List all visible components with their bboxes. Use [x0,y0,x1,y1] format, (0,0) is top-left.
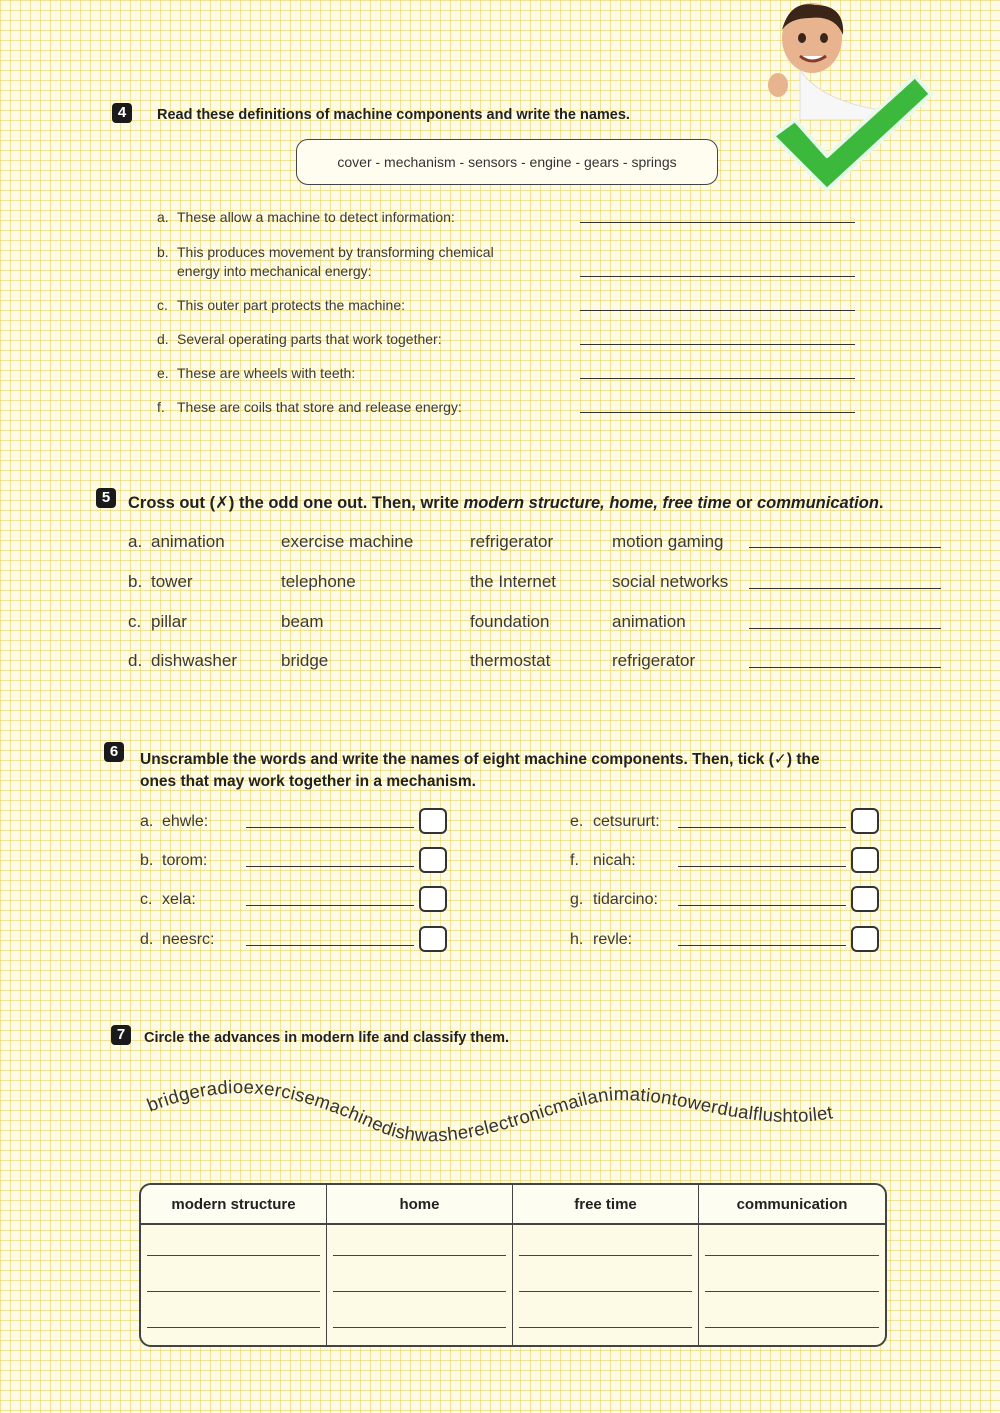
ex4-answer-f[interactable] [580,412,855,413]
writing-line[interactable] [147,1255,320,1256]
ex6-answer-f[interactable] [678,866,846,867]
ex6-item-b-word: torom: [162,852,208,869]
exercise-4-number: 4 [112,103,132,123]
ex4-item-b-text: This produces movement by transforming chemical [177,244,494,260]
ex5-answer-d[interactable] [749,667,941,668]
writing-line[interactable] [705,1291,879,1292]
writing-line[interactable] [333,1327,506,1328]
word-snake[interactable] [140,1070,880,1160]
ex6-item-d-word: neesrc: [162,931,215,948]
writing-line[interactable] [147,1291,320,1292]
ex6-item-c-word: xela: [162,891,196,908]
ex6-tickbox-a[interactable] [419,808,447,834]
ex6-item-h-word: revle: [593,931,633,948]
writing-line[interactable] [705,1255,879,1256]
ex6-answer-e[interactable] [678,827,846,828]
exercise-6-title-line-2: ones that may work together in a mechanism. [140,773,476,790]
exercise-6-number: 6 [104,742,124,762]
ex5-word[interactable]: tower [151,572,193,591]
ex6-tickbox-d[interactable] [419,926,447,952]
ex4-item-c-text: This outer part protects the machine: [177,297,405,313]
ex6-item-f-word: nicah: [593,852,636,869]
ex5-row-d-letter: d. [128,651,143,670]
writing-line[interactable] [519,1291,692,1292]
ex4-item-a-text: These allow a machine to detect information: [177,209,455,225]
ex4-item-e-letter: e. [157,365,169,381]
ex6-tickbox-c[interactable] [419,886,447,912]
header-free-time: free time [513,1185,699,1225]
ex6-answer-c[interactable] [246,905,414,906]
ex5-word[interactable]: beam [281,612,324,631]
ex6-tickbox-h[interactable] [851,926,879,952]
ex6-tickbox-e[interactable] [851,808,879,834]
ex5-answer-c[interactable] [749,628,941,629]
ex4-item-e-text: These are wheels with teeth: [177,365,356,381]
ex5-row-b-letter: b. [128,572,143,591]
writing-line[interactable] [147,1327,320,1328]
ex6-answer-g[interactable] [678,905,846,906]
ex5-word[interactable]: motion gaming [612,532,724,551]
ex5-row-a-letter: a. [128,532,143,551]
ex4-item-c-letter: c. [157,297,168,313]
ex5-word[interactable]: foundation [470,612,550,631]
writing-line[interactable] [705,1327,879,1328]
word-snake-text: bridgeradioexercisemachinedishwasherelectronicmailanimationtowerdualflushtoilet [143,1076,835,1146]
ex5-title-communication: communication [756,494,879,512]
header-communication: communication [699,1185,885,1225]
ex4-answer-d[interactable] [580,344,855,345]
ex5-answer-a[interactable] [749,547,941,548]
ex5-word[interactable]: telephone [281,572,356,591]
ex6-item-b-letter: b. [140,852,154,869]
ex6-answer-h[interactable] [678,945,846,946]
ex5-title-part-3: ) the odd one out. Then, write [228,494,464,512]
checkmark-icon [765,68,935,193]
ex6-item-e-word: cetsururt: [593,813,660,830]
ex5-title-period: . [878,494,884,512]
ex6-item-g-word: tidarcino: [593,891,658,908]
ex5-word[interactable]: bridge [281,651,329,670]
ex4-item-d-text: Several operating parts that work together: [177,331,442,347]
ex5-cross-symbol: ✗ [215,494,229,512]
ex5-word[interactable]: social networks [612,572,729,591]
ex5-word[interactable]: pillar [151,612,187,631]
ex6-item-a-word: ehwle: [162,813,209,830]
ex6-item-h-letter: h. [570,931,584,948]
ex4-answer-e[interactable] [580,378,855,379]
ex6-tickbox-b[interactable] [419,847,447,873]
ex5-word[interactable]: animation [151,532,225,551]
ex5-word[interactable]: dishwasher [151,651,237,670]
ex4-item-f-text: These are coils that store and release energy: [177,399,462,415]
ex6-item-g-letter: g. [570,891,584,908]
ex5-word[interactable]: the Internet [470,572,557,591]
ex5-answer-b[interactable] [749,588,941,589]
ex4-item-d-letter: d. [157,331,169,347]
ex4-item-a-letter: a. [157,209,169,225]
exercise-7-title: Circle the advances in modern life and classify them. [144,1030,510,1046]
ex6-answer-a[interactable] [246,827,414,828]
ex5-row-c-letter: c. [128,612,142,631]
ex6-item-c-letter: c. [140,891,153,908]
ex6-tickbox-g[interactable] [851,886,879,912]
exercise-6-title-line-1: Unscramble the words and write the names of eight machine components. Then, tick (✓) the [140,751,820,768]
communication-cell[interactable] [699,1225,885,1345]
ex6-item-e-letter: e. [570,813,584,830]
exercise-5-number: 5 [96,488,116,508]
ex4-answer-a[interactable] [580,222,855,223]
word-bank: cover - mechanism - sensors - engine - gears - springs [296,139,718,185]
header-home: home [327,1185,513,1225]
ex5-word[interactable]: refrigerator [612,651,696,670]
classification-table [139,1183,887,1347]
writing-line[interactable] [519,1327,692,1328]
ex4-answer-b[interactable] [580,276,855,277]
svg-text:bridgeradioexercisemachinedish [144,1076,834,1145]
ex5-title-or: or [731,494,757,512]
ex6-answer-d[interactable] [246,945,414,946]
ex6-item-a-letter: a. [140,813,154,830]
ex6-item-d-letter: d. [140,931,154,948]
ex4-item-b-text-2: energy into mechanical energy: [177,263,372,279]
free-time-cell[interactable] [513,1225,699,1345]
ex6-answer-b[interactable] [246,866,414,867]
ex5-word[interactable]: animation [612,612,686,631]
writing-line[interactable] [333,1255,506,1256]
ex6-tickbox-f[interactable] [851,847,879,873]
header-modern-structure: modern structure [141,1185,327,1225]
ex4-item-b-letter: b. [157,244,169,260]
ex4-answer-c[interactable] [580,310,855,311]
writing-line[interactable] [333,1291,506,1292]
ex4-item-f-letter: f. [157,399,165,415]
ex5-word[interactable]: refrigerator [470,532,554,551]
writing-line[interactable] [519,1255,692,1256]
home-cell[interactable] [327,1225,513,1345]
ex5-word[interactable]: thermostat [470,651,551,670]
exercise-5-title [128,493,884,513]
ex5-title-part-1: Cross out ( [128,494,216,512]
ex5-title-categories: modern structure, home, free time [463,494,732,512]
exercise-4-title: Read these definitions of machine components and write the names. [157,107,630,123]
ex5-word[interactable]: exercise machine [281,532,414,551]
modern-structure-cell[interactable] [141,1225,327,1345]
exercise-7-number: 7 [111,1025,131,1045]
ex6-item-f-letter: f. [570,852,579,869]
